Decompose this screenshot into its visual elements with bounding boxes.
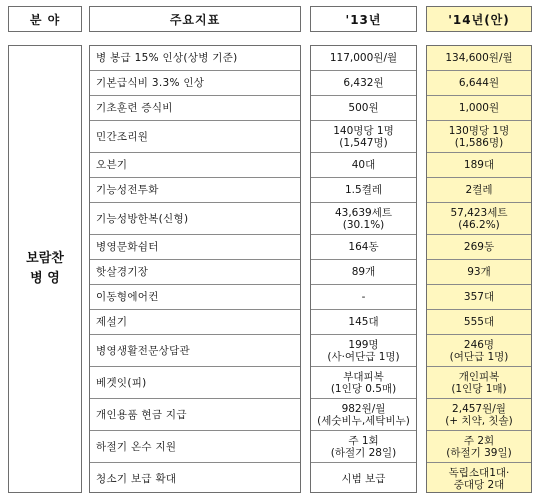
indicator-cell: 병 봉급 15% 인상(상병 기준) [90,46,300,71]
category-line-1: 보람찬 [26,251,64,266]
value-2013-cell: 1.5켤레 [311,178,416,203]
value-2014-cell: 1,000원 [427,96,531,121]
indicator-cell: 기초훈련 증식비 [90,96,300,121]
value-2014-cell: 269동 [427,235,531,260]
year-2013-column [310,45,417,493]
value-2013-cell: - [311,285,416,310]
value-2013-cell: 164동 [311,235,416,260]
value-2013-cell: 부대피복 (1인당 0.5매) [311,367,416,399]
header-year-2013: '13년 [310,6,417,32]
value-2014-cell: 189대 [427,153,531,178]
indicator-cell: 오븐기 [90,153,300,178]
value-2014-cell: 555대 [427,310,531,335]
indicator-column [89,45,301,493]
indicator-cell: 청소기 보급 확대 [96,472,177,485]
value-2013-cell: 40대 [311,153,416,178]
value-2014-cell: 357대 [427,285,531,310]
indicator-cell: 하절기 온수 지원 [90,431,300,463]
year-2014-column [426,45,532,493]
value-2013-cell: 140명당 1명 (1,547명) [311,121,416,153]
value-2013-cell: 43,639세트 (30.1%) [311,203,416,235]
indicator-cell: 병영문화쉼터 [90,235,300,260]
value-2013-cell: 시범 보급 [341,472,386,485]
category-cell [8,45,82,493]
value-2014-cell: 130명당 1명 (1,586명) [427,121,531,153]
header-category: 분 야 [8,6,82,32]
indicator-cell: 개인용품 현금 지급 [90,399,300,431]
value-2013-cell: 500원 [311,96,416,121]
value-2013-cell: 199명 (사·여단급 1명) [311,335,416,367]
value-2013-cell: 6,432원 [311,71,416,96]
value-2014-cell: 개인피복 (1인당 1매) [427,367,531,399]
value-2013-cell: 982원/월 (세숫비누,세탁비누) [311,399,416,431]
value-2013-cell: 89개 [311,260,416,285]
indicator-cell: 민간조리원 [90,121,300,153]
value-2013-cell: 주 1회 (하절기 28일) [311,431,416,463]
value-2013-cell: 117,000원/월 [311,46,416,71]
value-2014-cell: 93개 [427,260,531,285]
value-2014-cell: 주 2회 (하절기 39일) [427,431,531,463]
value-2014-cell: 독립소대1대· 중대당 2대 [448,466,510,491]
indicator-cell: 제설기 [90,310,300,335]
value-2014-cell: 2켤레 [427,178,531,203]
indicator-cell: 병영생활전문상담관 [90,335,300,367]
header-indicator: 주요지표 [89,6,301,32]
value-2014-cell: 57,423세트 (46.2%) [427,203,531,235]
category-line-2: 병 영 [30,271,60,286]
value-2014-cell: 6,644원 [427,71,531,96]
value-2013-cell: 145대 [311,310,416,335]
value-2014-cell: 246명 (여단급 1명) [427,335,531,367]
indicator-cell: 핫살경기장 [90,260,300,285]
indicator-cell: 베겟잇(피) [90,367,300,399]
indicator-cell: 기능성전투화 [90,178,300,203]
value-2014-cell: 2,457원/월 (+ 치약, 칫솔) [427,399,531,431]
header-year-2014-plan: '14년(안) [426,6,532,32]
value-2014-cell: 134,600원/월 [427,46,531,71]
indicator-cell: 이동형에어컨 [90,285,300,310]
indicator-cell: 기능성방한복(신형) [90,203,300,235]
indicator-cell: 기본급식비 3.3% 인상 [90,71,300,96]
